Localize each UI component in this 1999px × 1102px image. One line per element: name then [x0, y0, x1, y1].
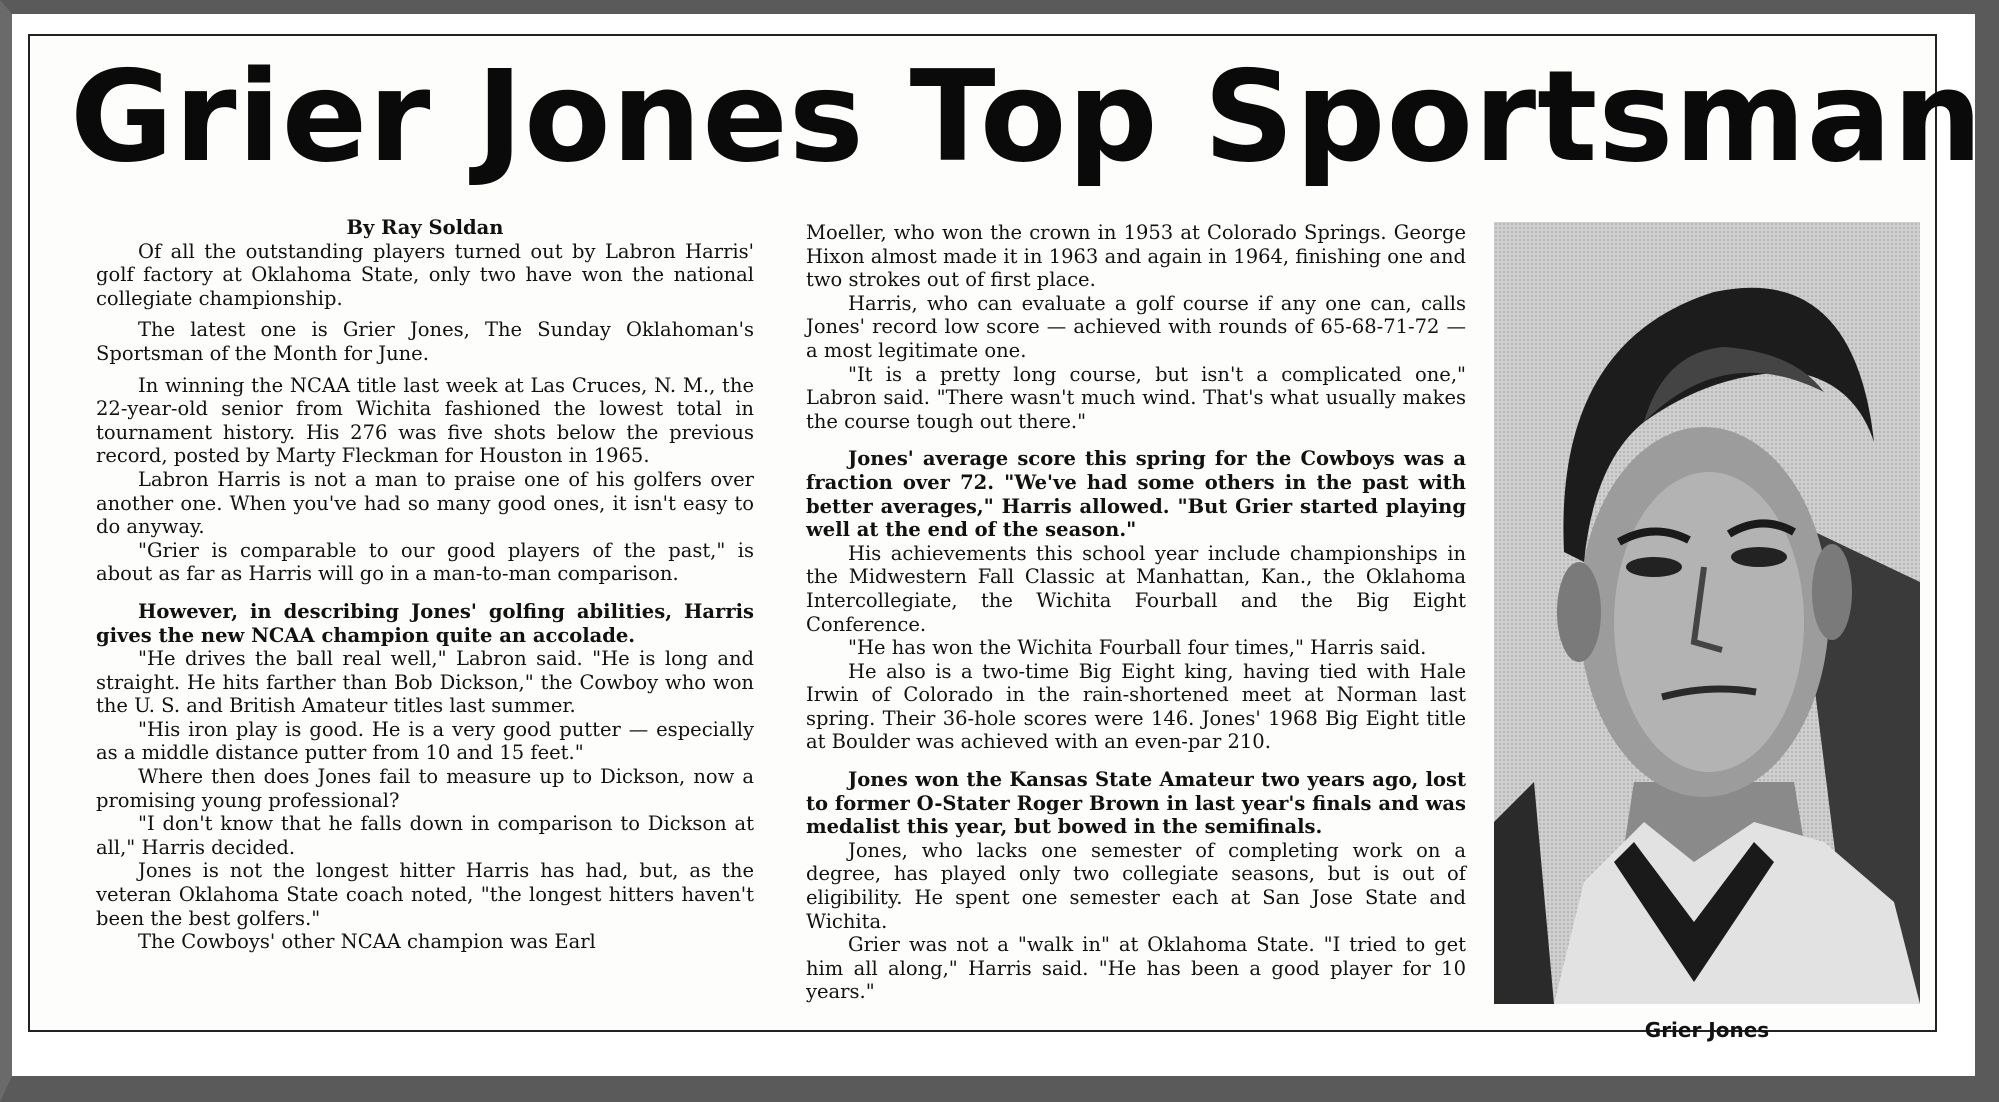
- paragraph: In winning the NCAA title last week at Las Cruces, N. M., the 22-year-old senior from Wichita fashioned the lowest total in tournament history. His 276 was five shots below the previous record, posted by Marty Fleckman for Houston in 1965.: [96, 373, 754, 468]
- paragraph: Grier was not a "walk in" at Oklahoma State. "I tried to get him all along," Harris said. "He has been a good player for 10 years.": [806, 933, 1466, 1004]
- portrait-illustration: [1494, 222, 1920, 1004]
- paragraph: Of all the outstanding players turned out by Labron Harris' golf factory at Oklahoma State, only two have won the national collegiate championship.: [96, 239, 754, 310]
- paragraph: The Cowboys' other NCAA champion was Earl: [138, 930, 596, 954]
- article-column-1: [96, 216, 754, 954]
- paragraph: The latest one is Grier Jones, The Sunday Oklahoman's Sportsman of the Month for June.: [96, 318, 754, 365]
- paragraph: His achievements this school year include championships in the Midwestern Fall Classic at Manhattan, Kan., the Oklahoma Intercollegiate, the Wichita Fourball and the Big Eight Conference.: [806, 541, 1466, 636]
- paragraph-lead-in: Jones won the Kansas State Amateur two years ago, lost to former O-Stater Roger Brown in last year's finals and was medalist this year, but bowed in the semifinals.: [806, 768, 1466, 839]
- paragraph: Where then does Jones fail to measure up to Dickson, now a promising young professional?: [96, 765, 754, 812]
- paragraph: Labron Harris is not a man to praise one of his golfers over another one. When you've had so many good ones, it isn't easy to do anyway.: [96, 467, 754, 539]
- paragraph: "His iron play is good. He is a very good putter — especially as a middle distance putter from 10 and 15 feet.": [96, 717, 754, 765]
- headline: Grier Jones Top Sportsman: [70, 43, 1984, 190]
- article-column-2: [806, 221, 1466, 1004]
- paragraph-lead-in: However, in describing Jones' golfing abilities, Harris gives the new NCAA champion quite an accolade.: [96, 599, 754, 647]
- paragraph: Moeller, who won the crown in 1953 at Colorado Springs. George Hixon almost made it in 1963 and again in 1964, finishing one and two strokes out of first place.: [806, 221, 1466, 292]
- paragraph: He also is a two-time Big Eight king, having tied with Hale Irwin of Colorado in the rain-shortened meet at Norman last spring. Their 36-hole scores were 146. Jones' 1968 Big Eight title at Boulder was achieved with an even-par 210.: [806, 659, 1466, 754]
- photo-caption: Grier Jones: [1644, 1018, 1770, 1042]
- paragraph: "I don't know that he falls down in comparison to Dickson at all," Harris decided.: [96, 812, 754, 859]
- paragraph: Jones, who lacks one semester of completing work on a degree, has played only two collegiate seasons, but is out of eligibility. He spent one semester each at San Jose State and Wichita.: [806, 838, 1466, 933]
- byline: By Ray Soldan: [346, 216, 504, 239]
- paragraph: "It is a pretty long course, but isn't a complicated one," Labron said. "There wasn't much wind. That's what usually makes the course tough out there.": [806, 362, 1466, 433]
- paragraph: Jones is not the longest hitter Harris has had, but, as the veteran Oklahoma State coach noted, "the longest hitters haven't been the best golfers.": [96, 859, 754, 930]
- paragraph: "Grier is comparable to our good players of the past," is about as far as Harris will go in a man-to-man comparison.: [96, 538, 754, 586]
- paragraph: Harris, who can evaluate a golf course if any one can, calls Jones' record low score — achieved with rounds of 65-68-71-72 — a most legitimate one.: [806, 291, 1466, 362]
- paragraph: "He drives the ball real well," Labron said. "He is long and straight. He hits farther than Bob Dickson," the Cowboy who won the U. S. and British Amateur titles last summer.: [96, 647, 754, 718]
- paragraph-lead-in: Jones' average score this spring for the Cowboys was a fraction over 72. "We've had some others in the past with better averages," Harris allowed. "But Grier started playing well at the end of the season.": [806, 447, 1466, 542]
- paragraph: "He has won the Wichita Fourball four times," Harris said.: [848, 636, 1427, 660]
- portrait-photo: [1494, 222, 1920, 1004]
